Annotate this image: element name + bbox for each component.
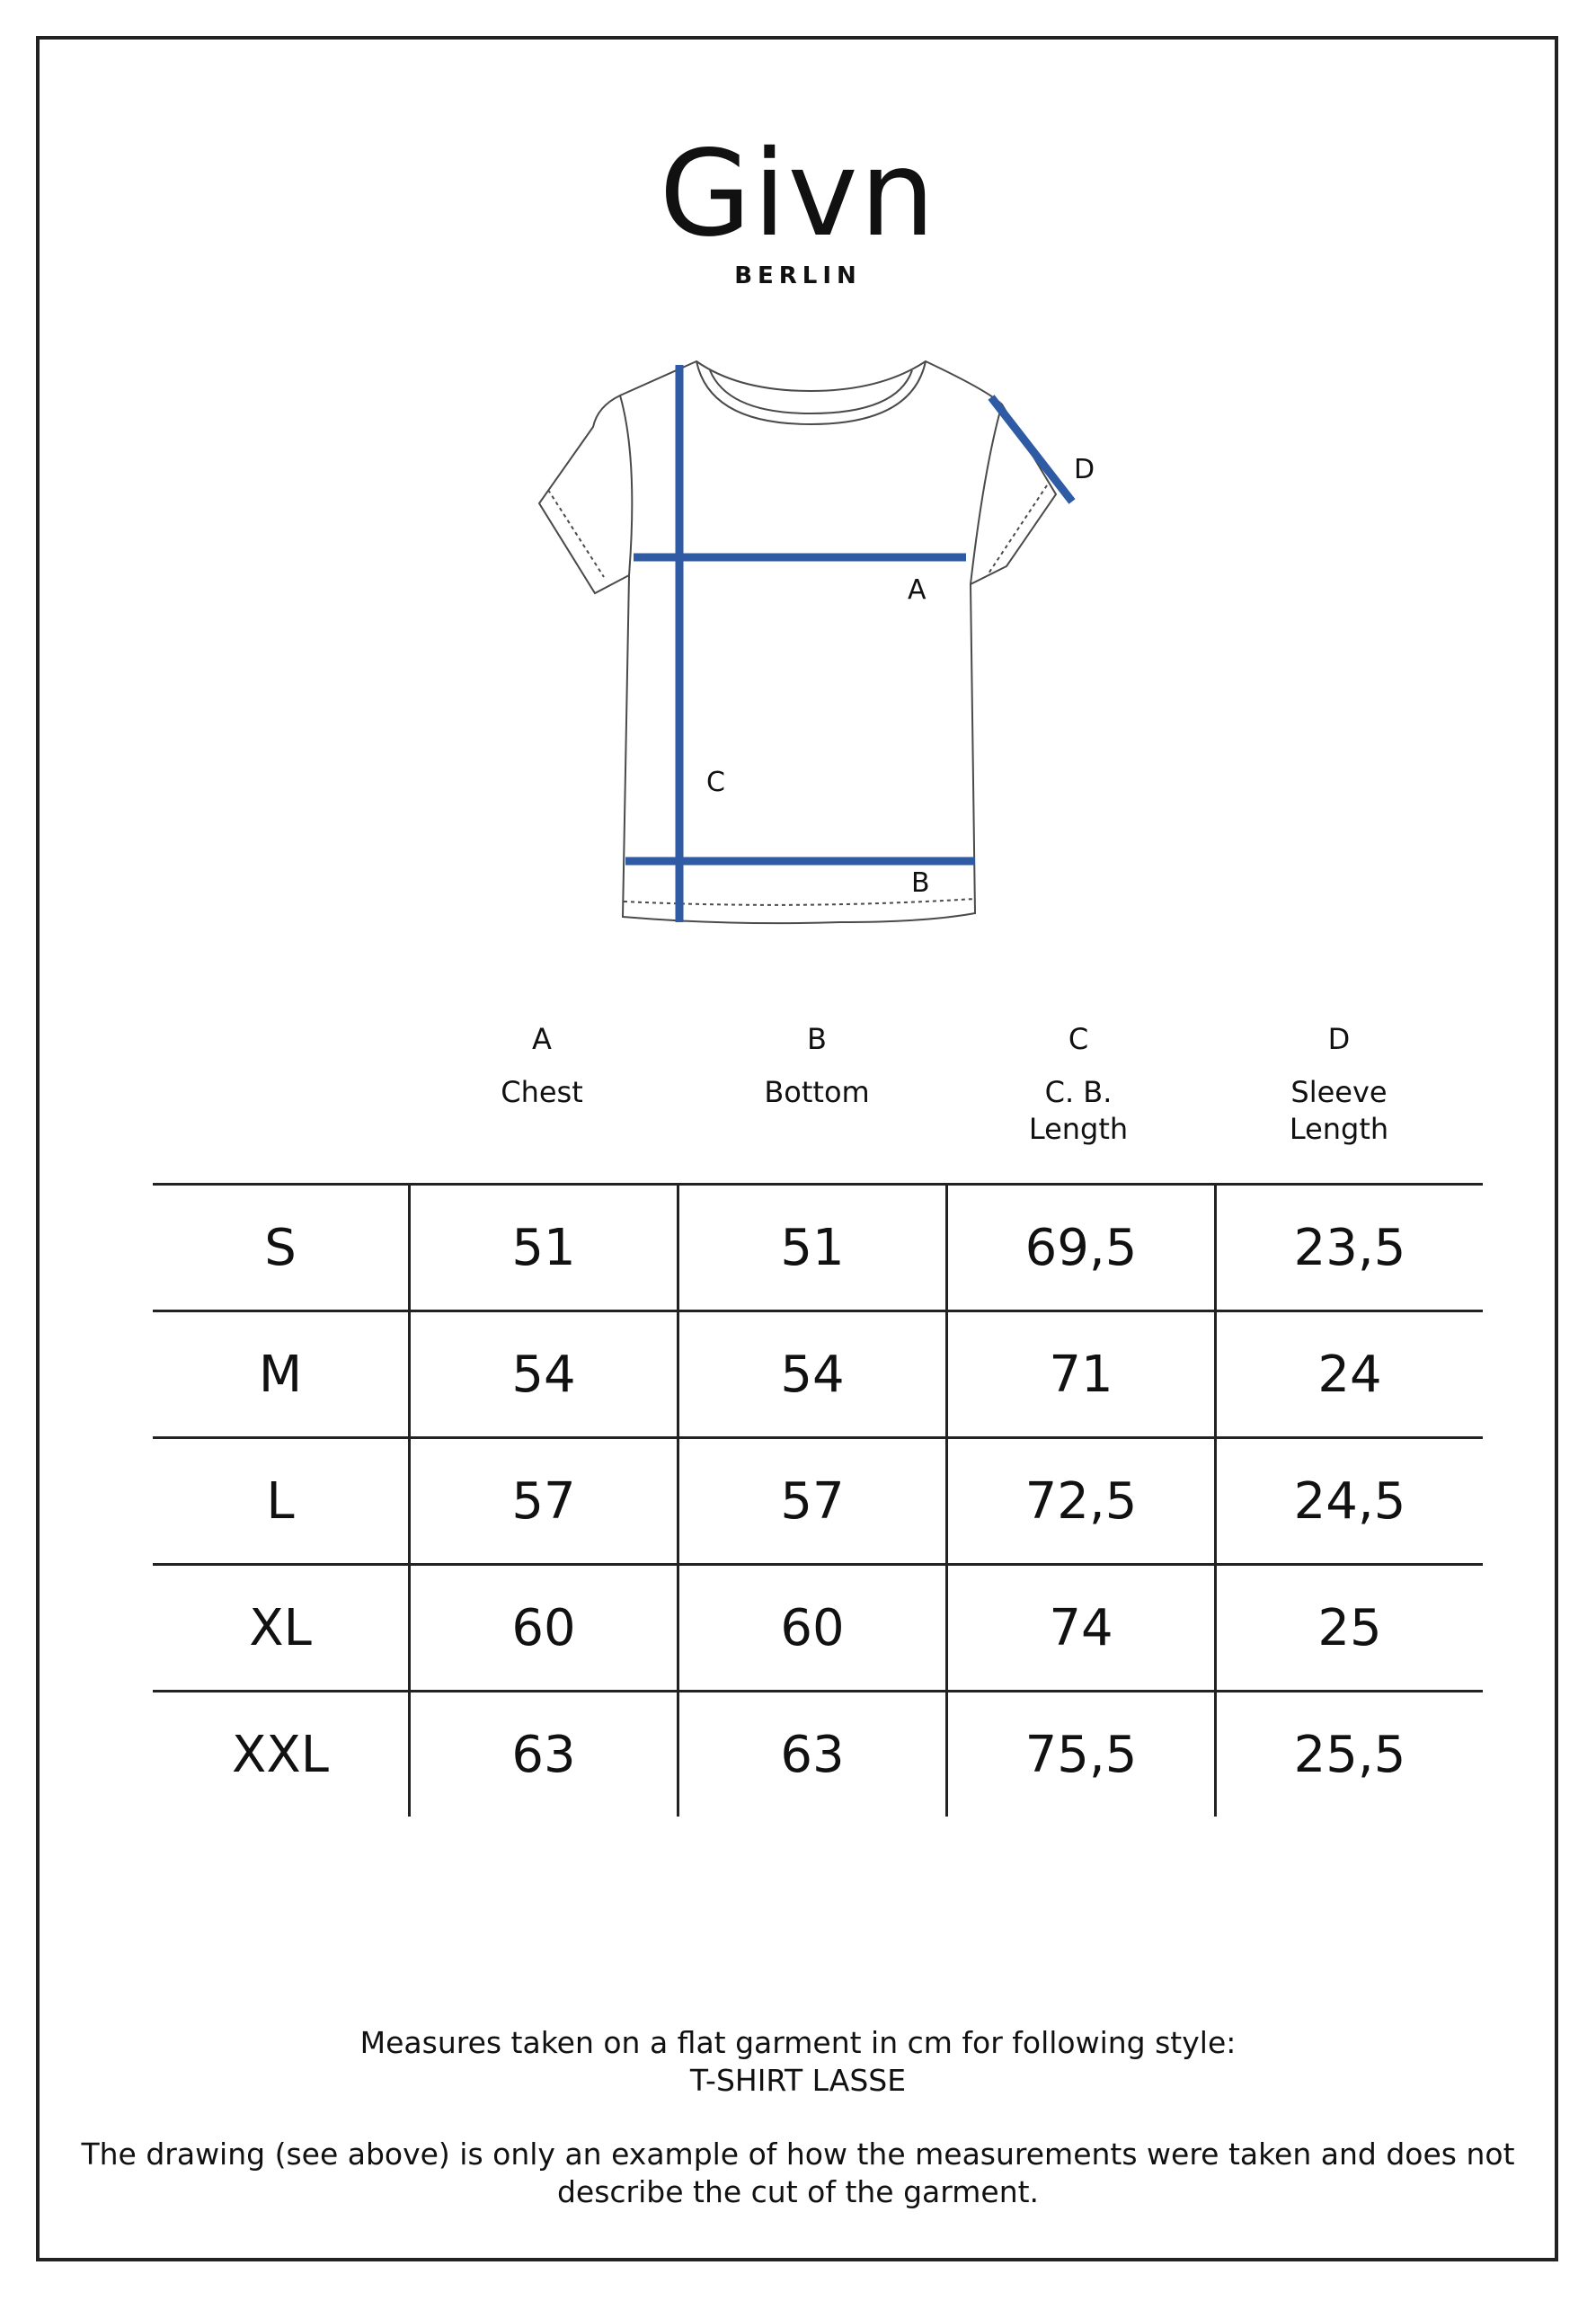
size-cell: XL xyxy=(153,1565,410,1692)
value-cell: 60 xyxy=(410,1565,678,1692)
value-cell: 25 xyxy=(1216,1565,1484,1692)
column-header-c xyxy=(948,1021,1209,1148)
column-name: Sleeve Length xyxy=(1289,1075,1389,1146)
tshirt-measurement-diagram xyxy=(503,342,1132,935)
size-cell: M xyxy=(153,1311,410,1438)
value-cell: 24,5 xyxy=(1216,1438,1484,1565)
table-row xyxy=(153,1692,1483,1817)
value-cell: 54 xyxy=(678,1311,947,1438)
column-header-a xyxy=(412,1021,672,1111)
value-cell: 63 xyxy=(410,1692,678,1817)
value-cell: 25,5 xyxy=(1216,1692,1484,1817)
measure-note xyxy=(81,2024,1515,2100)
table-row xyxy=(153,1311,1483,1438)
value-cell: 60 xyxy=(678,1565,947,1692)
brand-logo-city: BERLIN xyxy=(734,262,862,289)
value-cell: 57 xyxy=(678,1438,947,1565)
column-key: C xyxy=(1068,1022,1089,1056)
value-cell: 51 xyxy=(678,1185,947,1311)
value-cell: 54 xyxy=(410,1311,678,1438)
table-row xyxy=(153,1565,1483,1692)
label-b: B xyxy=(911,867,930,899)
column-key: A xyxy=(532,1022,552,1056)
table-row xyxy=(153,1185,1483,1311)
label-c: C xyxy=(706,767,725,798)
value-cell: 74 xyxy=(947,1565,1216,1692)
value-cell: 71 xyxy=(947,1311,1216,1438)
size-cell: L xyxy=(153,1438,410,1565)
measurement-lines xyxy=(625,365,1072,922)
measure-note-line2: T-SHIRT LASSE xyxy=(689,2063,907,2098)
table-row xyxy=(153,1438,1483,1565)
column-key: D xyxy=(1327,1022,1351,1056)
column-header-d xyxy=(1209,1021,1469,1148)
value-cell: 69,5 xyxy=(947,1185,1216,1311)
value-cell: 75,5 xyxy=(947,1692,1216,1817)
column-key: B xyxy=(807,1022,827,1056)
value-cell: 57 xyxy=(410,1438,678,1565)
value-cell: 23,5 xyxy=(1216,1185,1484,1311)
column-name: Chest xyxy=(501,1075,583,1109)
value-cell: 72,5 xyxy=(947,1438,1216,1565)
size-table xyxy=(153,1183,1483,1817)
column-name: C. B. Length xyxy=(1028,1075,1129,1146)
measure-line-d xyxy=(991,397,1072,502)
tshirt-outline xyxy=(539,361,1056,923)
label-d: D xyxy=(1074,454,1095,485)
label-a: A xyxy=(908,574,927,606)
column-name: Bottom xyxy=(764,1075,870,1109)
brand-logo-name: Givn xyxy=(659,125,937,263)
column-header-b xyxy=(687,1021,947,1111)
size-cell: XXL xyxy=(153,1692,410,1817)
value-cell: 51 xyxy=(410,1185,678,1311)
size-cell: S xyxy=(153,1185,410,1311)
measure-note-line1: Measures taken on a flat garment in cm for following style: xyxy=(359,2025,1237,2060)
disclaimer-note: The drawing (see above) is only an example of how the measurements were taken and does not describe the cut of the garment. xyxy=(81,2137,1515,2209)
value-cell: 24 xyxy=(1216,1311,1484,1438)
value-cell: 63 xyxy=(678,1692,947,1817)
